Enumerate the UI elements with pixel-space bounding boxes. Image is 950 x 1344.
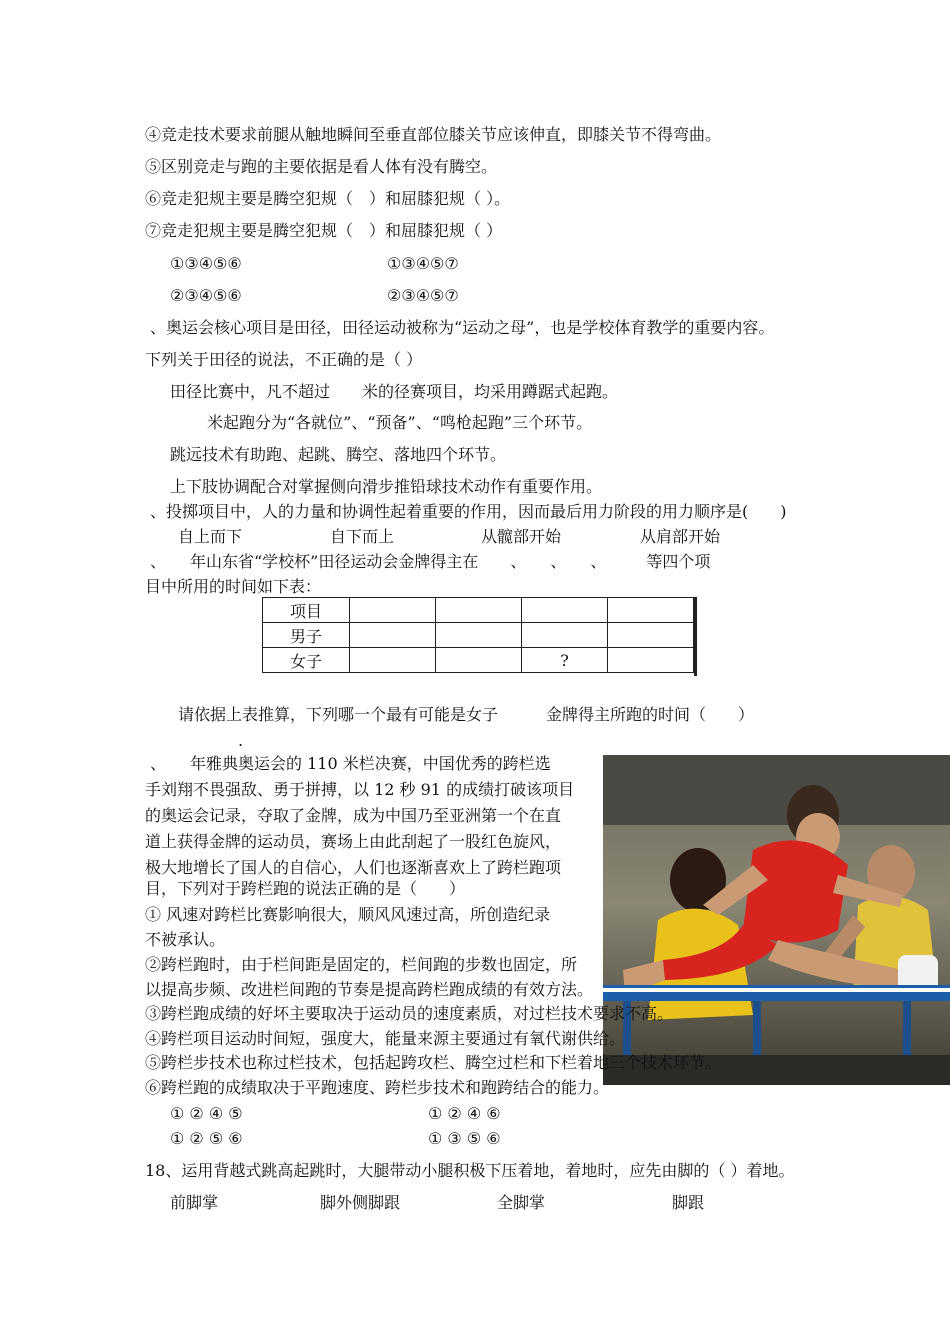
question-stem-cont: 目中所用的时间如下表： — [145, 577, 322, 596]
option-b[interactable]: 自下而上 — [330, 527, 395, 546]
option-c[interactable]: ① ② ⑤ ⑥ — [170, 1129, 243, 1148]
table-cell — [436, 623, 522, 648]
statement-1: ① 风速对跨栏比赛影响很大，顺风风速过高，所创造纪录 — [145, 905, 551, 924]
table-cell — [608, 648, 694, 673]
hurdles-race-photo-icon — [603, 755, 950, 1085]
option-b[interactable]: 脚外侧脚跟 — [320, 1193, 401, 1212]
question-stem: 、奥运会核心项目是田径，田径运动被称为“运动之母”，也是学校体育教学的重要内容。 — [150, 318, 775, 337]
table-row — [263, 623, 694, 648]
table-cell: 女子 — [263, 648, 350, 673]
option-b[interactable]: ① ② ④ ⑥ — [428, 1104, 501, 1123]
question-stem-cont: 手刘翔不畏强敌、勇于拼搏，以 12 秒 91 的成绩打破该项目 — [145, 780, 575, 799]
table-cell — [522, 598, 608, 623]
option-d[interactable]: ②③④⑤⑦ — [387, 286, 459, 305]
line-item-7: ⑦竞走犯规主要是腾空犯规（ ）和屈膝犯规（ ） — [145, 221, 503, 240]
option-a[interactable]: 前脚掌 — [170, 1193, 219, 1212]
question-stem-cont: 请依据上表推算，下列哪一个最有可能是女子 金牌得主所跑的时间（ ） — [178, 705, 755, 724]
option-c[interactable]: 跳远技术有助跑、起跳、腾空、落地四个环节。 — [170, 445, 507, 464]
option-d[interactable]: 上下肢协调配合对掌握侧向滑步推铅球技术动作有重要作用。 — [170, 477, 603, 496]
table-border-shadow — [694, 597, 697, 676]
table-cell — [608, 623, 694, 648]
question-stem: 、 年山东省“学校杯”田径运动会金牌得主在 、 、 、 等四个项 — [150, 552, 711, 571]
question-dot: . — [238, 731, 244, 750]
option-b[interactable]: 米起跑分为“各就位”、“预备”、“鸣枪起跑”三个环节。 — [207, 413, 593, 432]
line-item-5: ⑤区别竞走与跑的主要依据是看人体有没有腾空。 — [145, 157, 498, 176]
results-table — [262, 597, 694, 673]
question-stem-cont: 极大地增长了国人的自信心，人们也逐渐喜欢上了跨栏跑项 — [145, 858, 562, 877]
option-d[interactable]: 脚跟 — [672, 1193, 705, 1212]
option-c[interactable]: 从髋部开始 — [481, 527, 562, 546]
statement-2: ②跨栏跑时，由于栏间距是固定的，栏间跑的步数也固定，所 — [145, 955, 578, 974]
table-cell: ? — [522, 648, 608, 673]
option-b[interactable]: ①③④⑤⑦ — [387, 254, 459, 273]
question-stem: 、投掷项目中，人的力量和协调性起着重要的作用，因而最后用力阶段的用力顺序是( ) — [150, 502, 787, 521]
table-cell: 项目 — [263, 598, 350, 623]
statement-5: ⑤跨栏步技术也称过栏技术，包括起跨攻栏、腾空过栏和下栏着地三个技术环节。 — [145, 1053, 722, 1072]
question-stem-cont: 的奥运会记录，夺取了金牌，成为中国乃至亚洲第一个在直 — [145, 806, 562, 825]
table-cell — [522, 623, 608, 648]
option-a[interactable]: 田径比赛中，凡不超过 米的径赛项目，均采用蹲踞式起跑。 — [170, 382, 619, 401]
question-stem-cont: 下列关于田径的说法，不正确的是（ ） — [145, 350, 423, 369]
line-item-4: ④竞走技术要求前腿从触地瞬间至垂直部位膝关节应该伸直，即膝关节不得弯曲。 — [145, 125, 722, 144]
table-cell — [350, 623, 436, 648]
option-a[interactable]: ①③④⑤⑥ — [170, 254, 242, 273]
table-row — [263, 598, 694, 623]
table-cell — [350, 598, 436, 623]
option-a[interactable]: ① ② ④ ⑤ — [170, 1104, 243, 1123]
question-stem-cont: 道上获得金牌的运动员，赛场上由此刮起了一股红色旋风， — [145, 832, 562, 851]
option-d[interactable]: ① ③ ⑤ ⑥ — [428, 1129, 501, 1148]
table-row — [263, 648, 694, 673]
table-cell — [436, 648, 522, 673]
statement-3: ③跨栏跑成绩的好坏主要取决于运动员的速度素质，对过栏技术要求不高。 — [145, 1004, 674, 1023]
question-stem: 、 年雅典奥运会的 110 米栏决赛，中国优秀的跨栏选 — [150, 754, 551, 773]
statement-1-cont: 不被承认。 — [145, 930, 226, 949]
question-stem-cont: 目，下列对于跨栏跑的说法正确的是（ ） — [145, 879, 466, 898]
question-18: 18、运用背越式跳高起跳时，大腿带动小腿积极下压着地，着地时，应先由脚的（ ）着地。 — [145, 1161, 795, 1180]
statement-2-cont: 以提高步频、改进栏间跑的节奏是提高跨栏跑成绩的有效方法。 — [145, 980, 594, 999]
option-c[interactable]: 全脚掌 — [497, 1193, 546, 1212]
statement-6: ⑥跨栏跑的成绩取决于平跑速度、跨栏步技术和跑跨结合的能力。 — [145, 1078, 610, 1097]
table-cell — [608, 598, 694, 623]
table-cell — [436, 598, 522, 623]
line-item-6: ⑥竞走犯规主要是腾空犯规（ ）和屈膝犯规（ ）。 — [145, 189, 511, 208]
option-c[interactable]: ②③④⑤⑥ — [170, 286, 242, 305]
option-d[interactable]: 从肩部开始 — [640, 527, 721, 546]
statement-4: ④跨栏项目运动时间短，强度大，能量来源主要通过有氧代谢供给。 — [145, 1029, 626, 1048]
table-cell: 男子 — [263, 623, 350, 648]
option-a[interactable]: 自上而下 — [178, 527, 243, 546]
table-cell — [350, 648, 436, 673]
